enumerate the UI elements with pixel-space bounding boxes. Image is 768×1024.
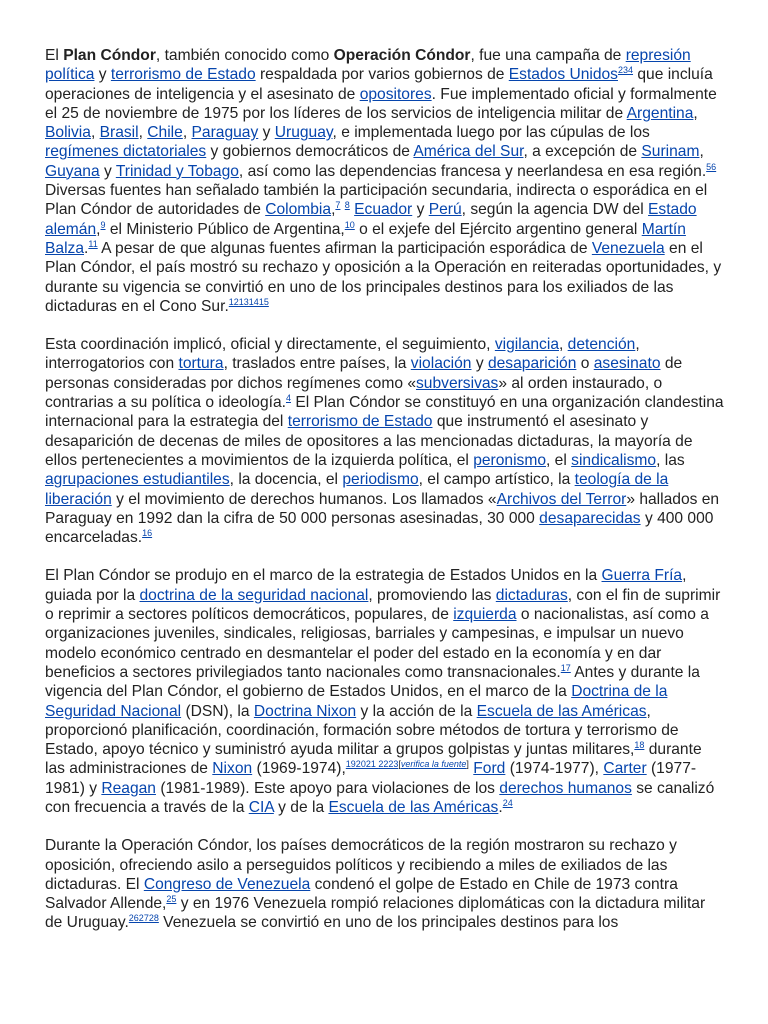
text-run: o: [576, 355, 594, 373]
text-run: , el campo artístico, la: [418, 471, 575, 489]
text-run: (1974-1977),: [505, 760, 604, 778]
wiki-link[interactable]: CIA: [248, 798, 274, 816]
reference-link[interactable]: 16: [142, 528, 153, 539]
text-run: (1969-1974),: [252, 760, 346, 778]
text-run: » hallados en Paraguay en 1992 dan la cifra de 50 000 personas asesinadas, 30 000: [45, 490, 720, 527]
wiki-link[interactable]: Chile: [147, 124, 183, 142]
wiki-link[interactable]: Reagan: [101, 779, 156, 797]
wiki-link[interactable]: Nixon: [212, 760, 253, 778]
text-run: y: [471, 355, 488, 373]
text-run: Durante la Operación Cóndor, los países democráticos de la región mostraron su rechazo y oposición, ofreciendo asilo a perseguidos políticos y recibiendo a miles de exiliados de las dictaduras. El: [45, 837, 677, 893]
reference-link[interactable]: 234: [617, 65, 634, 76]
text-run: Esta coordinación implicó, oficial y directamente, el seguimiento,: [45, 336, 495, 354]
wiki-link[interactable]: Venezuela: [591, 239, 665, 257]
wiki-link[interactable]: Guerra Fría: [601, 567, 683, 585]
reference-sup: [229, 297, 269, 307]
text-run: , promoviendo las: [368, 586, 496, 604]
wiki-link[interactable]: dictaduras: [495, 586, 568, 604]
wiki-link[interactable]: Doctrina de la Seguridad Nacional: [45, 683, 668, 720]
reference-link[interactable]: 10: [344, 219, 355, 230]
text-run: (1981-1989). Este apoyo para violaciones de los: [155, 779, 500, 797]
text-run: .: [498, 798, 503, 816]
wiki-link[interactable]: agrupaciones estudiantiles: [45, 471, 230, 489]
reference-sup: [561, 663, 571, 673]
text-run: , las: [656, 451, 685, 469]
text-run: , la docencia, el: [229, 471, 343, 489]
text-run: , según la agencia DW del: [461, 201, 649, 219]
text-run: Antes y durante la vigencia del Plan Cóndor, el gobierno de Estados Unidos, en el marco de la: [45, 663, 700, 701]
wiki-link[interactable]: izquierda: [453, 606, 517, 624]
text-run: El Plan Cóndor se constituyó en una organización clandestina internacional para la estrategia del: [45, 394, 724, 431]
reference-link[interactable]: 8: [344, 200, 350, 211]
wiki-link[interactable]: Colombia: [265, 201, 332, 219]
wiki-link[interactable]: violación: [410, 355, 472, 373]
text-run: , traslados entre países, la: [223, 355, 411, 373]
reference-link[interactable]: 262728: [128, 913, 159, 924]
text-run: , con el fin de suprimir o reprimir a sectores políticos democráticos, populares, de: [45, 586, 721, 624]
text-run: ,: [182, 124, 192, 142]
text-run: » al orden instaurado, o contrarias a su política o ideología.: [45, 374, 663, 412]
citation-needed-sup: [verifica la fuente]: [398, 759, 469, 770]
wiki-link[interactable]: represión política: [45, 47, 691, 84]
text-run: , así como las dependencias francesa y neerlandesa en esa región.: [238, 162, 707, 180]
reference-link[interactable]: 18: [634, 740, 645, 751]
wiki-link[interactable]: Brasil: [99, 124, 139, 142]
wiki-link[interactable]: Ford: [473, 760, 506, 778]
text-run: ,: [90, 124, 100, 142]
reference-sup: [142, 528, 152, 538]
wiki-link[interactable]: peronismo: [473, 451, 547, 469]
paragraph-intro: [45, 46, 725, 316]
wiki-link[interactable]: Doctrina Nixon: [253, 702, 357, 720]
wiki-link[interactable]: Uruguay: [274, 124, 333, 142]
text-run: y: [258, 124, 275, 142]
wiki-link[interactable]: periodismo: [342, 471, 419, 489]
text-run: ,: [699, 143, 704, 161]
text-run: Diversas fuentes han señalado también la participación secundaria, indirecta o esporádica en el Plan Cóndor de autoridades de: [45, 182, 708, 219]
text-run: , también conocido como: [155, 47, 334, 64]
wiki-link[interactable]: Martín Balza: [45, 220, 686, 257]
reference-link[interactable]: 4: [285, 393, 291, 404]
wiki-link[interactable]: vigilancia: [494, 336, 559, 354]
wiki-link[interactable]: desaparecidas: [539, 509, 641, 527]
text-run: en el Plan Cóndor, el país mostró su rechazo y oposición a la Operación en reiteradas oportunidades, y durante su vigencia se convirtió en uno de los principales destinos para los exiliados de las dictaduras en el Cono Sur.: [45, 239, 722, 315]
text-run: ,: [559, 336, 568, 354]
wiki-link[interactable]: opositores: [359, 85, 432, 103]
text-run: que incluía operaciones de inteligencia y el asesinato de: [45, 66, 713, 103]
verify-source-link[interactable]: verifica la fuente: [400, 759, 467, 770]
text-run: , fue una campaña de: [470, 47, 626, 64]
text-run: ,: [138, 124, 148, 142]
text-run: durante las administraciones de: [45, 741, 702, 778]
wiki-link[interactable]: Estados Unidos: [508, 66, 618, 84]
reference-link[interactable]: 24: [502, 797, 513, 808]
wiki-link[interactable]: derechos humanos: [499, 779, 632, 797]
wiki-link[interactable]: Escuela de las Américas: [476, 702, 647, 720]
text-run: y 400 000 encarceladas.: [45, 509, 714, 547]
wiki-link[interactable]: desaparición: [487, 355, 577, 373]
wiki-link[interactable]: regímenes dictatoriales: [45, 143, 207, 161]
text-run: o el exjefe del Ejército argentino general: [354, 220, 642, 238]
reference-link[interactable]: 17: [560, 662, 571, 673]
wiki-link[interactable]: Escuela de las Américas: [328, 798, 499, 816]
reference-sup: [634, 740, 644, 750]
text-run: y gobiernos democráticos de: [206, 143, 414, 161]
wiki-link[interactable]: Congreso de Venezuela: [143, 875, 311, 893]
wiki-link[interactable]: asesinato: [593, 355, 661, 373]
reference-link[interactable]: 25: [166, 894, 177, 905]
reference-sup: [166, 894, 176, 904]
paragraph-democratic-opposition: [45, 836, 725, 932]
reference-link[interactable]: 11: [88, 238, 98, 249]
text-run: y: [94, 66, 111, 84]
paragraph-us-strategy: [45, 566, 725, 817]
bold-term: Operación Cóndor: [333, 47, 471, 64]
wiki-link[interactable]: tortura: [178, 355, 224, 373]
reference-link[interactable]: 12131415: [228, 296, 269, 307]
reference-link[interactable]: 9: [100, 219, 106, 230]
wiki-link[interactable]: doctrina de la seguridad nacional: [139, 586, 369, 604]
paragraph-coordination: [45, 335, 725, 547]
wiki-link[interactable]: América del Sur: [413, 143, 524, 161]
wiki-link[interactable]: subversivas: [416, 374, 499, 392]
wiki-link[interactable]: terrorismo de Estado: [287, 413, 433, 431]
wiki-link[interactable]: terrorismo de Estado: [110, 66, 256, 84]
text-run: y la acción de la: [356, 702, 477, 720]
text-run: , el: [546, 451, 572, 469]
wiki-link[interactable]: Archivos del Terror: [496, 490, 627, 508]
wiki-link[interactable]: Ecuador: [354, 201, 413, 219]
text-run: respaldada por varios gobiernos de: [255, 66, 509, 84]
text-run: y: [412, 201, 429, 219]
text-run: (DSN), la: [181, 702, 254, 720]
wiki-link[interactable]: Trinidad y Tobago: [115, 162, 239, 180]
reference-link[interactable]: 56: [706, 161, 717, 172]
wiki-link[interactable]: Guyana: [45, 162, 100, 180]
wiki-link[interactable]: Carter: [603, 760, 647, 778]
reference-sup: [503, 798, 513, 808]
wiki-link[interactable]: Surinam: [641, 143, 700, 161]
text-run: , e implementada luego por las cúpulas de los: [332, 124, 650, 142]
text-run: de personas consideradas por dichos regímenes como «: [45, 355, 683, 392]
text-run: , a excepción de: [523, 143, 642, 161]
text-run: y el movimiento de derechos humanos. Los llamados «: [111, 490, 497, 508]
text-run: condenó el golpe de Estado en Chile de 1973 contra Salvador Allende,: [45, 875, 678, 913]
wiki-link[interactable]: Bolivia: [45, 124, 91, 142]
wiki-link[interactable]: Perú: [428, 201, 462, 219]
wiki-link[interactable]: Paraguay: [191, 124, 259, 142]
text-run: , interrogatorios con: [45, 336, 640, 373]
text-run: y en 1976 Venezuela rompió relaciones diplomáticas con la dictadura militar de Uruguay.: [45, 895, 706, 932]
text-run: ,: [331, 201, 336, 219]
wiki-link[interactable]: teología de la liberación: [45, 471, 669, 508]
text-run: y de la: [273, 798, 329, 816]
reference-sup: [129, 913, 159, 923]
text-run: ,: [96, 220, 101, 238]
reference-sup: [706, 162, 716, 172]
text-run: , guiada por la: [45, 567, 687, 604]
text-run: ,: [693, 104, 698, 122]
text-run: y: [99, 162, 116, 180]
wiki-link[interactable]: detención: [567, 336, 636, 354]
text-run: El: [45, 47, 64, 64]
reference-link[interactable]: 192021 2223: [345, 759, 399, 770]
wiki-link[interactable]: sindicalismo: [571, 451, 657, 469]
bold-term: Plan Cóndor: [63, 47, 156, 64]
text-run: A pesar de que algunas fuentes afirman la participación esporádica de: [97, 239, 592, 257]
text-run: el Ministerio Público de Argentina,: [105, 220, 345, 238]
wiki-link[interactable]: Argentina: [626, 104, 694, 122]
reference-sup: [88, 239, 97, 249]
text-run: o nacionalistas, así como a organizaciones juveniles, sindicales, religiosas, barriales y campesinas, e impulsar un nuevo modelo económico centrado en desmantelar el poder del estado en la economía y en dar beneficios a sectores privilegiados tanto nacionales como transnacionales.: [45, 606, 709, 681]
text-run: El Plan Cóndor se produjo en el marco de la estrategia de Estados Unidos en la: [45, 567, 602, 585]
text-run: .: [84, 239, 89, 257]
text-run: Venezuela se convirtió en uno de los principales destinos para los: [158, 914, 619, 932]
text-run: que instrumentó el asesinato y desaparición de decenas de miles de opositores a las mencionadas dictaduras, la mayoría de ellos pertenecientes a movimientos de la izquierda política, el: [45, 413, 693, 469]
wiki-link[interactable]: Estado alemán: [45, 201, 697, 238]
text-run: se canalizó con frecuencia a través de la: [45, 779, 715, 816]
text-run: , proporcionó planificación, coordinación, formación sobre métodos de tortura y terrorismo de Estado, apoyo técnico y suministró ayuda militar a grupos golpistas y juntas militares,: [45, 702, 679, 759]
reference-link[interactable]: 7: [335, 200, 341, 211]
reference-sup: [346, 759, 399, 769]
reference-sup: [345, 220, 355, 230]
article-body: [45, 46, 725, 952]
text-run: (1977-1981) y: [45, 760, 697, 797]
text-run: . Fue implementado oficial y formalmente el 25 de noviembre de 1975 por los líderes de los servicios de inteligencia militar de: [45, 85, 717, 122]
reference-sup: [618, 65, 633, 75]
